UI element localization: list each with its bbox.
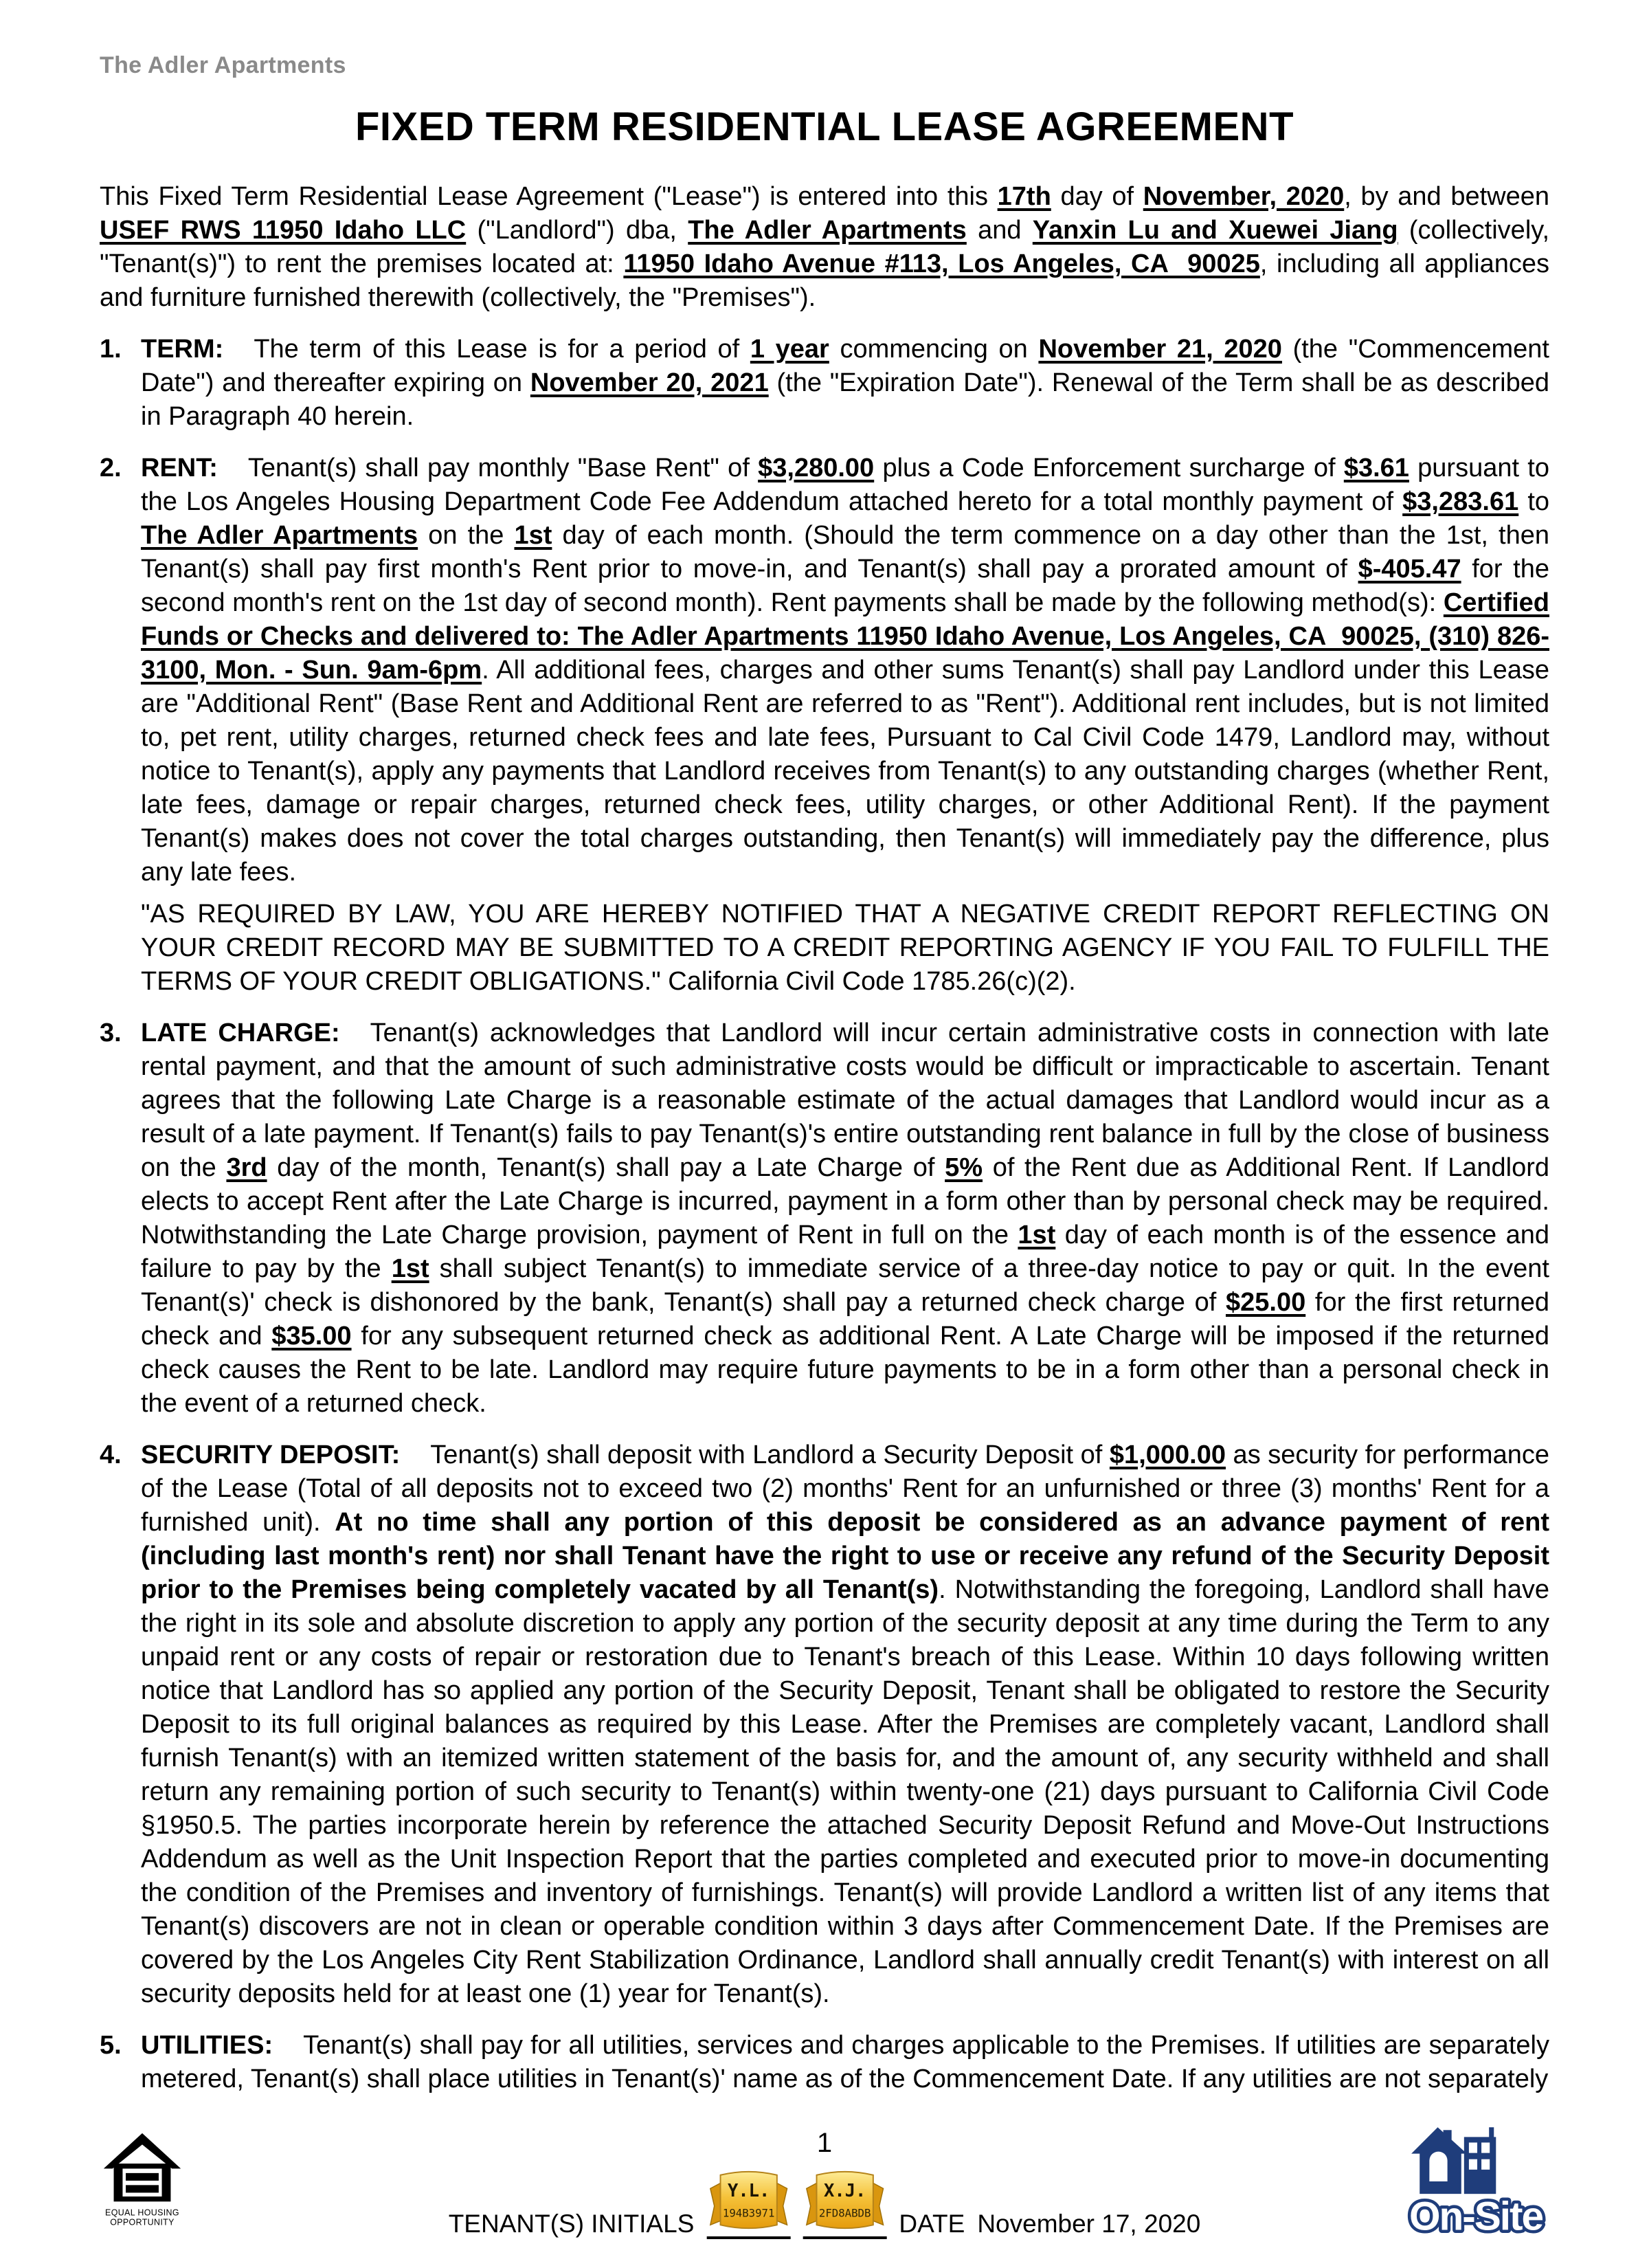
text-segment: $-405.47 xyxy=(1358,555,1461,583)
section-paragraph xyxy=(141,2029,1549,2096)
text-segment: The Adler Apartments xyxy=(688,216,967,245)
section-paragraph xyxy=(141,452,1549,889)
text-segment: , by and between xyxy=(1344,182,1550,211)
text-segment: This Fixed Term Residential Lease Agreement ("Lease") is entered into this xyxy=(100,182,998,211)
lease-section xyxy=(100,1438,1549,2011)
text-segment: The Adler Apartments xyxy=(141,521,418,550)
eho-house-icon xyxy=(104,2133,181,2201)
text-segment: (collectively, "Tenant(s)") to rent the premises located at: xyxy=(100,216,1549,278)
text-segment: as security for performance of the Lease (Total of all deposits not to exceed two (2) months' Rent for an unfurnished or three (3) months' Rent for a furnished unit). xyxy=(141,1441,1549,1537)
text-segment: plus a Code Enforcement surcharge of xyxy=(874,454,1344,482)
text-segment: commencing on xyxy=(829,335,1039,364)
text-segment: day of each month. (Should the term commence on a day other than the 1st, then Tenant(s) shall pay first month's Rent prior to move-in, and Tenant(s) shall pay a prorated amount of xyxy=(141,521,1550,583)
text-segment: November 21, 2020 xyxy=(1038,335,1282,364)
text-segment: to xyxy=(1518,487,1550,516)
text-segment: (the "Expiration Date"). Renewal of the Term shall be as described in Paragraph 40 herein. xyxy=(141,368,1549,431)
text-segment: November 20, 2021 xyxy=(530,368,769,397)
date-value: November 17, 2020 xyxy=(977,2210,1201,2238)
stamp-code: 194B3971 xyxy=(722,2206,775,2220)
section-number: 4. xyxy=(100,1441,122,1469)
section-paragraph xyxy=(141,1438,1549,2011)
text-segment: Tenant(s) shall deposit with Landlord a Security Deposit of xyxy=(430,1441,1110,1469)
property-brand: The Adler Apartments xyxy=(100,52,346,78)
text-segment: $3,283.61 xyxy=(1402,487,1519,516)
text-segment: 1st xyxy=(391,1254,429,1283)
ribbon-stamp-icon xyxy=(707,2167,789,2234)
text-segment: 5% xyxy=(945,1153,983,1182)
text-segment: $3.61 xyxy=(1343,454,1409,482)
page-number: 1 xyxy=(816,2128,833,2158)
text-segment: Certified Funds or Checks and delivered to: The Adler Apartments 11950 Idaho Avenue, Los Angeles, CA 90025, (310) 826-3100, Mon. - Sun. 9am-6pm xyxy=(141,588,1549,685)
text-segment: 11950 Idaho Avenue #113, Los Angeles, CA 90025 xyxy=(623,249,1260,278)
text-segment: for any subsequent returned check as additional Rent. A Late Charge will be imposed if the returned check causes the Rent to be late. Landlord may require future payments to be in a form other than a personal check in the event of a returned check. xyxy=(141,1322,1549,1418)
section-body xyxy=(141,333,1549,434)
text-segment: USEF RWS 11950 Idaho LLC xyxy=(100,216,467,245)
text-segment: The term of this Lease is for a period of xyxy=(254,335,750,364)
section-body xyxy=(141,452,1549,999)
section-number: 3. xyxy=(100,1019,122,1047)
text-segment: Tenant(s) shall pay monthly "Base Rent" of xyxy=(247,454,759,482)
lease-section xyxy=(100,1016,1549,1421)
section-label: SECURITY DEPOSIT: xyxy=(141,1441,401,1469)
stamp-code: 2FD8ABDB xyxy=(818,2206,871,2220)
section-paragraph xyxy=(141,898,1549,999)
text-segment: 17th xyxy=(997,182,1051,211)
lease-section xyxy=(100,452,1549,999)
text-segment: . Notwithstanding the foregoing, Landlord shall have the right in its sole and absolute discretion to apply any portion of the security deposit at any time during the Term to any unpaid rent or any costs of repair or restoration due to Tenant's breach of this Lease. Within 10 days following written notice that Landlord has so applied any portion of the Security Deposit, Tenant shall be obligated to restore the Security Deposit to its full original balances as required by this Lease. After the Premises are completely vacant, Landlord shall furnish Tenant(s) with an itemized written statement of the basis for, and the amount of, any security withheld and shall return any remaining portion of such security to Tenant(s) within twenty-one (21) days pursuant to California Civil Code §1950.5. The parties incorporate herein by reference the attached Security Deposit Refund and Move-Out Instructions Addendum as well as the Unit Inspection Report that the parties completed and executed prior to move-in documenting the condition of the Premises and inventory of furnishings. Tenant(s) will provide Landlord a written list of any items that Tenant(s) discovers are not in clean or operable condition within 3 days after Commencement Date. If the Premises are covered by the Los Angeles City Rent Stabilization Ordinance, Landlord shall annually credit Tenant(s) with interest on all security deposits held for at least one (1) year for Tenant(s). xyxy=(141,1575,1549,2008)
text-segment: , including all appliances and furniture furnished therewith (collectively, the "Premises"). xyxy=(100,249,1549,312)
text-segment: shall subject Tenant(s) to immediate service of a three-day notice to pay or quit. In the event Tenant(s)' check is dishonored by the bank, Tenant(s) shall pay a returned check charge of xyxy=(141,1254,1549,1317)
lease-section xyxy=(100,2029,1549,2096)
section-paragraph xyxy=(141,1016,1549,1421)
equal-housing-opportunity-logo xyxy=(101,2132,183,2228)
initial-stamp-yl xyxy=(707,2167,789,2234)
section-body xyxy=(141,1016,1549,1421)
section-label: RENT: xyxy=(141,454,218,482)
text-segment: At no time shall any portion of this deposit be considered as an advance payment of rent (including last month's rent) nor shall Tenant have the right to use or receive any refund of the Security Deposit prior to the Premises being completely vacated by all Tenant(s) xyxy=(141,1508,1549,1604)
text-segment: . All additional fees, charges and other sums Tenant(s) shall pay Landlord under this Lease are "Additional Rent" (Base Rent and Additional Rent are referred to as "Rent"). Additional rent includes, but is not limited to, pet rent, utility charges, returned check fees and late fees, Pursuant to Cal Civil Code 1479, Landlord may, without notice to Tenant(s), apply any payments that Landlord receives from Tenant(s) to any outstanding charges (whether Rent, late fees, damage or repair charges, returned check fees, utility charges, or other Additional Rent). If the payment Tenant(s) makes does not cover the total charges outstanding, then Tenant(s) will immediately pay the difference, plus any late fees. xyxy=(141,656,1550,887)
text-segment: (the "Commencement Date") and thereafter expiring on xyxy=(141,335,1549,397)
section-label: LATE CHARGE: xyxy=(141,1019,340,1047)
text-segment: 1st xyxy=(514,521,552,550)
section-number: 1. xyxy=(100,335,122,364)
text-segment: pursuant to the Los Angeles Housing Department Code Fee Addendum attached hereto for a total monthly payment of xyxy=(141,454,1549,516)
text-segment: $1,000.00 xyxy=(1109,1441,1226,1469)
section-number: 2. xyxy=(100,454,122,482)
section-body xyxy=(141,1438,1549,2011)
text-segment: 1st xyxy=(1018,1221,1056,1249)
text-segment: for the second month's rent on the 1st day of second month). Rent payments shall be made by the following method(s): xyxy=(141,555,1549,617)
eho-text-line2: OPPORTUNITY xyxy=(110,2217,175,2227)
initials-row xyxy=(448,2181,1201,2239)
tenant-initial-field-1[interactable] xyxy=(706,2181,790,2239)
text-segment: $3,280.00 xyxy=(758,454,875,482)
onsite-house-icon xyxy=(1411,2127,1496,2194)
text-segment: day of the month, Tenant(s) shall pay a Late Charge of xyxy=(267,1153,945,1182)
sections-list xyxy=(100,333,1549,2096)
onsite-text: On-Site xyxy=(1409,2194,1543,2239)
text-segment: "AS REQUIRED BY LAW, YOU ARE HEREBY NOTIFIED THAT A NEGATIVE CREDIT REPORT REFLECTING ON YOUR CREDIT RECORD MAY BE SUBMITTED TO A CREDIT REPORTING AGENCY IF YOU FAIL TO FULFILL THE TERMS OF YOUR CREDIT OBLIGATIONS." California Civil Code 1785.26(c)(2). xyxy=(141,900,1549,996)
eho-text-line1: EQUAL HOUSING xyxy=(105,2208,179,2218)
section-paragraph xyxy=(141,333,1549,434)
document-title: FIXED TERM RESIDENTIAL LEASE AGREEMENT xyxy=(355,104,1294,149)
stamp-initials: X.J. xyxy=(823,2181,866,2202)
text-segment: ("Landlord") dba, xyxy=(466,216,688,245)
text-segment: and xyxy=(966,216,1033,245)
text-segment: of the Rent due as Additional Rent. If Landlord elects to accept Rent after the Late Charge is incurred, payment in a form other than by personal check may be required. Notwithstanding the Late Charge provision, payment of Rent in full on the xyxy=(141,1153,1550,1249)
lease-section xyxy=(100,333,1549,434)
stamp-initials: Y.L. xyxy=(727,2181,770,2202)
ribbon-stamp-icon xyxy=(803,2167,886,2234)
date-label: DATE xyxy=(899,2210,965,2238)
text-segment: Tenant(s) shall pay for all utilities, services and charges applicable to the Premises. If utilities are separately metered, Tenant(s) shall place utilities in Tenant(s)' name as of the Commencement Date. If any utilities are not separately xyxy=(141,2031,1549,2093)
text-segment: day of each month is of the essence and failure to pay by the xyxy=(141,1221,1549,1283)
tenant-initial-field-2[interactable] xyxy=(803,2181,886,2239)
intro-paragraph xyxy=(100,180,1549,315)
text-segment: $25.00 xyxy=(1225,1288,1306,1317)
section-number: 5. xyxy=(100,2031,122,2060)
document-content xyxy=(100,52,1549,2096)
text-segment: for the first returned check and xyxy=(141,1288,1549,1350)
text-segment: Yanxin Lu and Xuewei Jiang xyxy=(1032,216,1398,245)
text-segment: $35.00 xyxy=(271,1322,352,1350)
section-body xyxy=(141,2029,1549,2096)
initial-stamp-xj xyxy=(803,2167,886,2234)
onsite-logo xyxy=(1403,2122,1549,2241)
text-segment: Tenant(s) acknowledges that Landlord will incur certain administrative costs in connection with late rental payment, and that the amount of such administrative costs would be difficult or impracticable to ascertain. Tenant agrees that the following Late Charge is a reasonable estimate of the actual damages that Landlord would incur as a result of a late payment. If Tenant(s) fails to pay Tenant(s)'s entire outstanding rent balance in full by the close of business on the xyxy=(141,1019,1549,1182)
text-segment: 1 year xyxy=(750,335,829,364)
initials-label: TENANT(S) INITIALS xyxy=(448,2210,695,2238)
section-label: UTILITIES: xyxy=(141,2031,273,2060)
text-segment: on the xyxy=(418,521,515,550)
text-segment: November, 2020 xyxy=(1143,182,1345,211)
text-segment: day of xyxy=(1051,182,1143,211)
section-label: TERM: xyxy=(141,335,224,364)
text-segment: 3rd xyxy=(226,1153,267,1182)
